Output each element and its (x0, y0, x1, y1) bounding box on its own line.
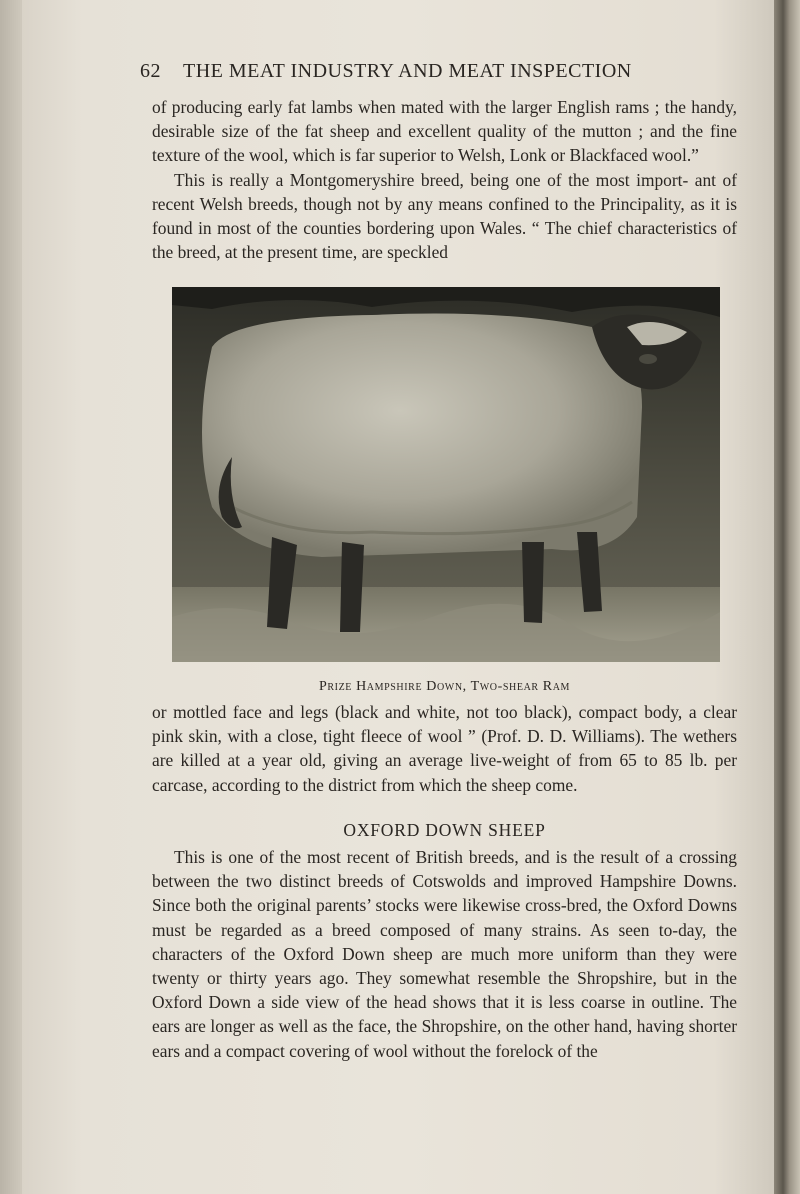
running-title: THE MEAT INDUSTRY AND MEAT INSPECTION (183, 60, 632, 82)
paragraph-oxford-down: This is one of the most recent of British breeds, and is the result of a crossing between the two distinct breeds of Cotswolds and improved Hampshire Downs. Since both the original parents’ stocks were likewise cross-bred, the Oxford Downs must be regarded as a breed composed of many strains. As seen to-day, the characters of the Oxford Down sheep are much more uniform than they were twenty or thirty years ago. They somewhat resemble the Shropshire, but in the Oxford Down a side view of the head shows that it is less coarse in outline. The ears are longer as well as the face, the Shropshire, on the other hand, having shorter ears and a compact covering of wool without the forelock of the (152, 847, 737, 1061)
oxford-down-text-block (152, 845, 737, 1063)
ram-illustration (172, 287, 720, 662)
ram-photograph (172, 287, 720, 662)
middle-text-block (152, 700, 737, 797)
page-number: 62 (140, 60, 161, 82)
paragraph-montgomeryshire: This is really a Montgomeryshire breed, being one of the most import- ant of recent Welsh breeds, though not by any means confined to the Principality, as it is found in most of the counties bordering upon Wales. “ The chief characteristics of the breed, at the present time, are speckled (152, 169, 737, 263)
page-gutter-left (0, 0, 22, 1194)
top-text-block (152, 95, 737, 264)
figure-caption: Prize Hampshire Down, Two-shear Ram (318, 679, 571, 694)
section-heading: OXFORD DOWN SHEEP (343, 820, 546, 840)
page-binding-edge (774, 0, 800, 1194)
running-header (140, 60, 700, 86)
paragraph-continuation: of producing early fat lambs when mated with the larger English rams ; the handy, desirable size of the fat sheep and excellent quality of the mutton ; and the fine texture of the wool, which is far superior to Welsh, Lonk or Blackfaced wool.” (152, 97, 737, 166)
paragraph-characteristics: or mottled face and legs (black and white, not too black), compact body, a clear pink skin, with a close, tight fleece of wool ” (Prof. D. D. Williams). The wethers are killed at a year old, giving an average live-weight of from 65 to 85 lb. per carcase, according to the district from which the sheep come. (152, 702, 737, 795)
